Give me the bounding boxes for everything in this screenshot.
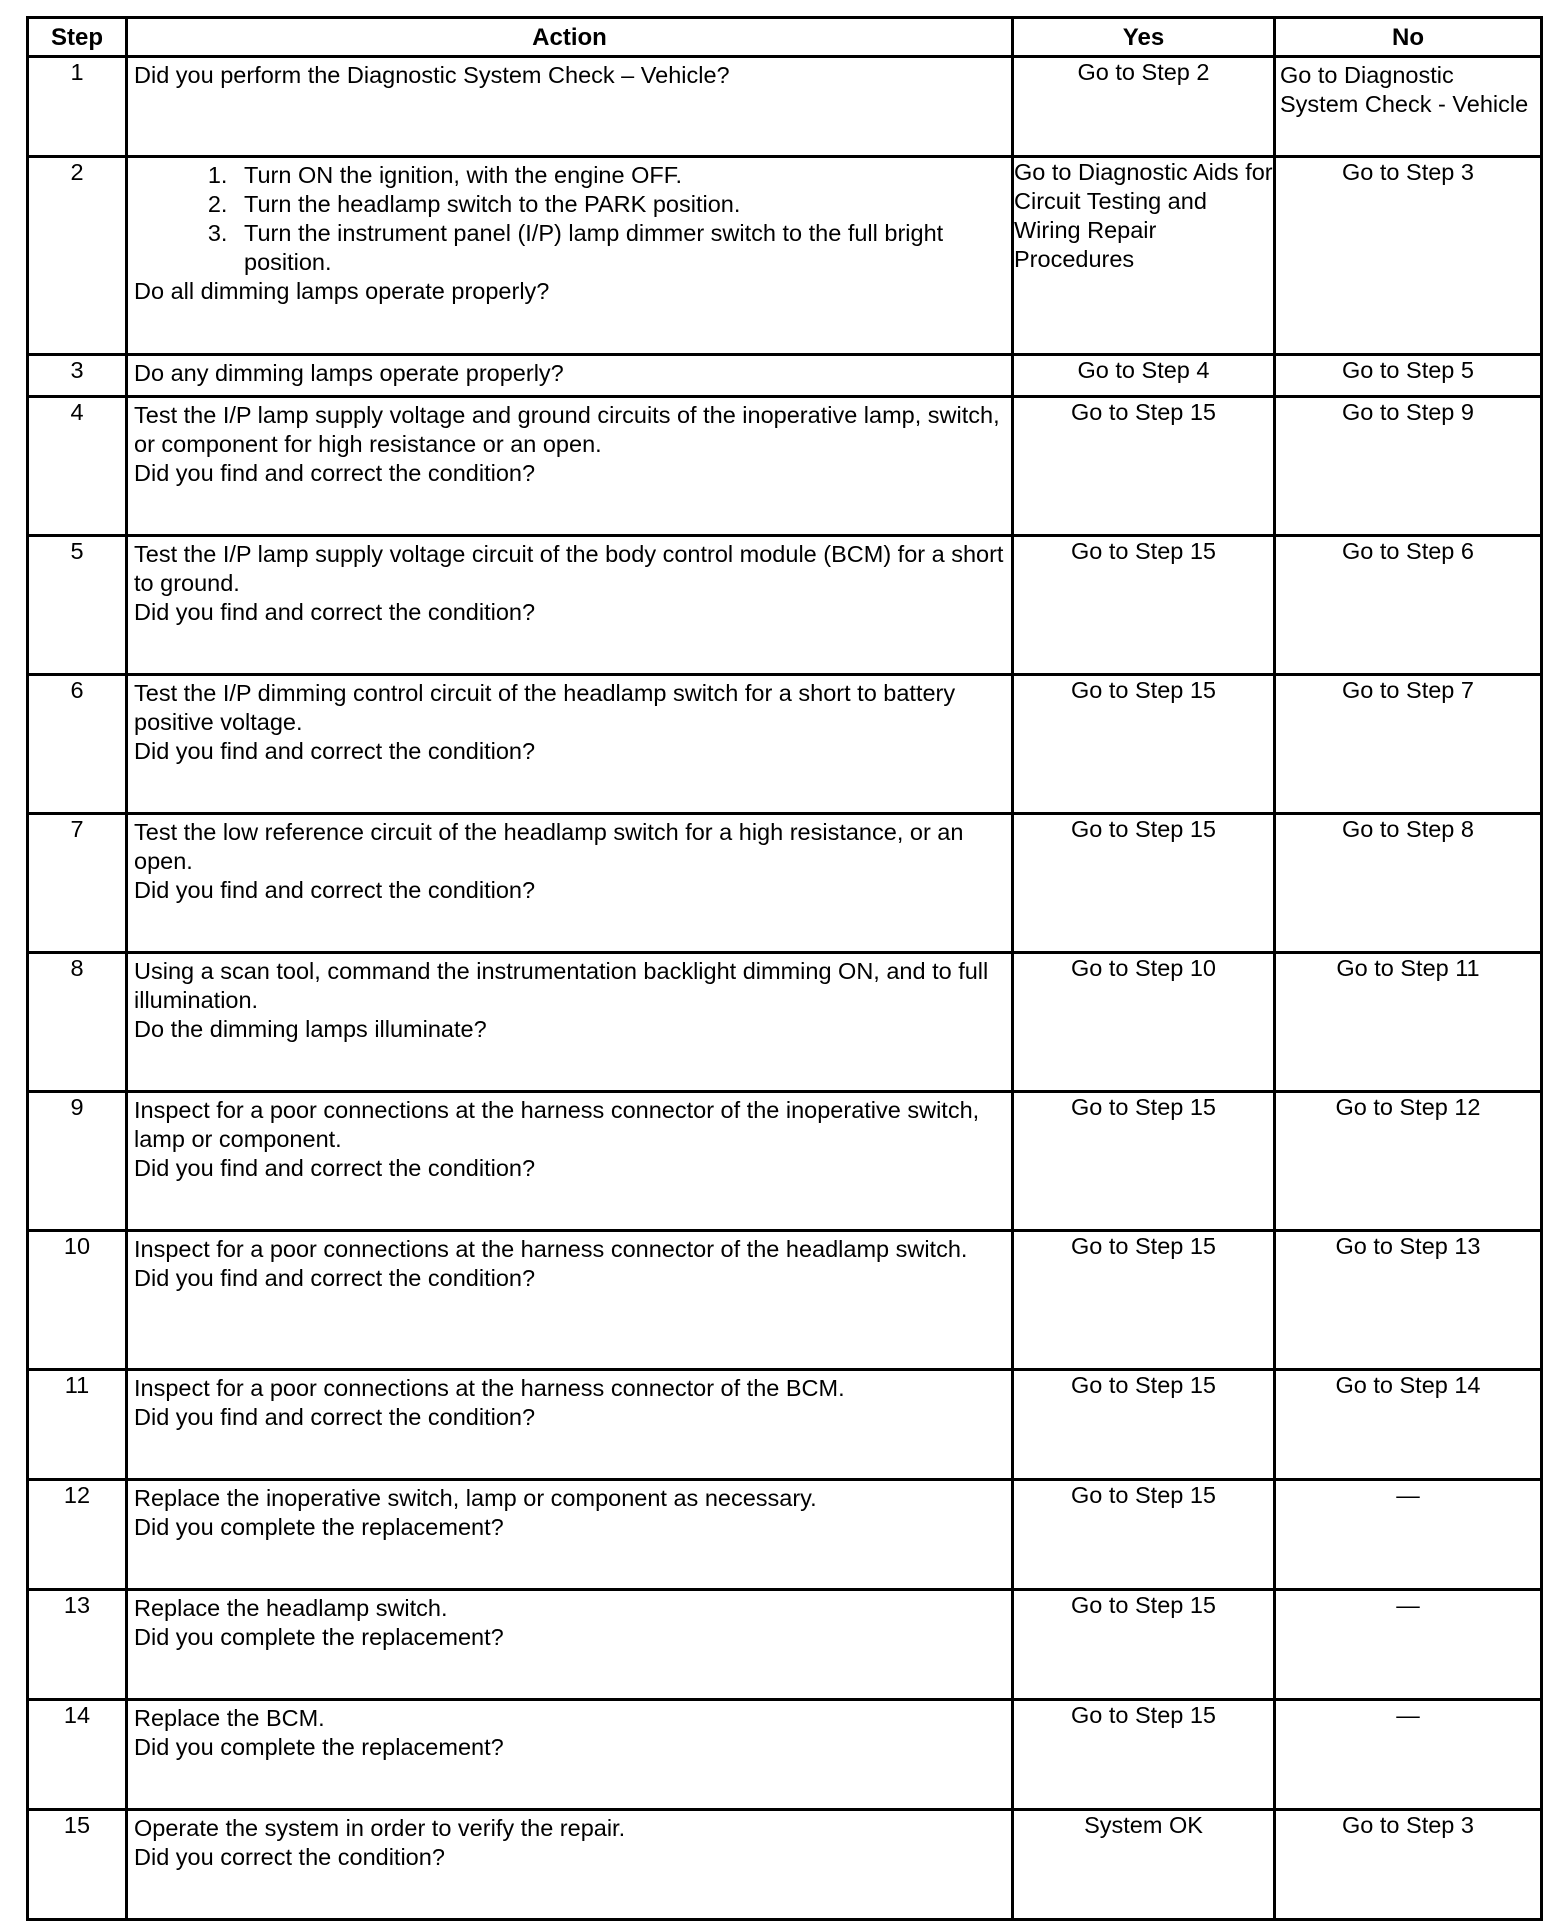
header-yes: Yes xyxy=(1013,18,1275,57)
table-row xyxy=(28,1700,1542,1810)
action-cell xyxy=(127,1370,1013,1480)
yes-cell: Go to Step 15 xyxy=(1013,397,1275,536)
no-cell: — xyxy=(1275,1700,1542,1810)
table-row xyxy=(28,1480,1542,1590)
no-cell: Go to Step 14 xyxy=(1275,1370,1542,1480)
action-text: Operate the system in order to verify the repair. xyxy=(134,1815,626,1841)
header-action: Action xyxy=(127,18,1013,57)
action-text: Inspect for a poor connections at the harness connector of the BCM. xyxy=(134,1375,845,1401)
action-text: Test the I/P lamp supply voltage circuit of the body control module (BCM) for a short to ground. xyxy=(134,541,1004,596)
table-row xyxy=(28,57,1542,157)
yes-cell: Go to Step 15 xyxy=(1013,1231,1275,1370)
action-question: Did you find and correct the condition? xyxy=(134,1404,536,1430)
action-cell xyxy=(127,1480,1013,1590)
table-row xyxy=(28,953,1542,1092)
no-cell: Go to Step 13 xyxy=(1275,1231,1542,1370)
action-question: Did you find and correct the condition? xyxy=(134,599,536,625)
step-number: 4 xyxy=(28,397,127,536)
table-row xyxy=(28,1590,1542,1700)
step-number: 8 xyxy=(28,953,127,1092)
action-cell xyxy=(127,1810,1013,1920)
table-row xyxy=(28,157,1542,355)
action-cell xyxy=(127,953,1013,1092)
step-number: 14 xyxy=(28,1700,127,1810)
action-text: Replace the headlamp switch. xyxy=(134,1595,448,1621)
no-cell: Go to Step 8 xyxy=(1275,814,1542,953)
table-header-row xyxy=(28,18,1542,57)
no-cell: — xyxy=(1275,1480,1542,1590)
no-cell: Go to Step 3 xyxy=(1275,157,1542,355)
action-question: Did you find and correct the condition? xyxy=(134,738,536,764)
yes-cell: Go to Step 4 xyxy=(1013,355,1275,397)
action-cell xyxy=(127,397,1013,536)
action-text: Replace the inoperative switch, lamp or component as necessary. xyxy=(134,1485,817,1511)
no-cell: Go to Step 6 xyxy=(1275,536,1542,675)
step-number: 13 xyxy=(28,1590,127,1700)
action-question: Do all dimming lamps operate properly? xyxy=(134,278,550,304)
no-cell: Go to Step 12 xyxy=(1275,1092,1542,1231)
step-number: 7 xyxy=(28,814,127,953)
yes-cell: Go to Step 15 xyxy=(1013,675,1275,814)
action-cell xyxy=(127,675,1013,814)
no-cell: Go to Step 3 xyxy=(1275,1810,1542,1920)
yes-cell: Go to Step 15 xyxy=(1013,1480,1275,1590)
step-number: 3 xyxy=(28,355,127,397)
action-text: Test the low reference circuit of the headlamp switch for a high resistance, or an open. xyxy=(134,819,964,874)
action-substeps xyxy=(134,161,1005,277)
no-cell: Go to Diagnostic System Check - Vehicle xyxy=(1275,57,1542,157)
action-question: Did you complete the replacement? xyxy=(134,1734,504,1760)
substep-item: 2. Turn the headlamp switch to the PARK position. xyxy=(234,190,1005,219)
action-question: Did you find and correct the condition? xyxy=(134,460,536,486)
yes-cell: System OK xyxy=(1013,1810,1275,1920)
no-cell: Go to Step 5 xyxy=(1275,355,1542,397)
table-row xyxy=(28,1092,1542,1231)
action-text: Using a scan tool, command the instrumentation backlight dimming ON, and to full illumination. xyxy=(134,958,989,1013)
action-cell xyxy=(127,1231,1013,1370)
yes-cell: Go to Step 15 xyxy=(1013,814,1275,953)
step-number: 11 xyxy=(28,1370,127,1480)
table-row xyxy=(28,675,1542,814)
table-row xyxy=(28,1810,1542,1920)
action-question: Did you perform the Diagnostic System Check – Vehicle? xyxy=(134,62,730,88)
step-number: 2 xyxy=(28,157,127,355)
yes-cell: Go to Step 15 xyxy=(1013,1700,1275,1810)
yes-cell: Go to Step 2 xyxy=(1013,57,1275,157)
substep-item: 1. Turn ON the ignition, with the engine OFF. xyxy=(234,161,1005,190)
table-row xyxy=(28,1231,1542,1370)
step-number: 12 xyxy=(28,1480,127,1590)
step-number: 5 xyxy=(28,536,127,675)
step-number: 6 xyxy=(28,675,127,814)
yes-cell: Go to Diagnostic Aids for Circuit Testing and Wiring Repair Procedures xyxy=(1013,157,1275,355)
action-cell xyxy=(127,536,1013,675)
action-question: Did you complete the replacement? xyxy=(134,1624,504,1650)
action-question: Did you find and correct the condition? xyxy=(134,1155,536,1181)
action-cell xyxy=(127,355,1013,397)
no-cell: Go to Step 9 xyxy=(1275,397,1542,536)
table-row xyxy=(28,814,1542,953)
action-cell xyxy=(127,814,1013,953)
action-text: Inspect for a poor connections at the harness connector of the headlamp switch. xyxy=(134,1236,968,1262)
header-step: Step xyxy=(28,18,127,57)
yes-cell: Go to Step 10 xyxy=(1013,953,1275,1092)
action-question: Do the dimming lamps illuminate? xyxy=(134,1016,487,1042)
diagnostic-table xyxy=(26,16,1543,1921)
step-number: 1 xyxy=(28,57,127,157)
action-text: Replace the BCM. xyxy=(134,1705,325,1731)
step-number: 15 xyxy=(28,1810,127,1920)
action-text: Test the I/P lamp supply voltage and ground circuits of the inoperative lamp, switch, or component for high resistance or an open. xyxy=(134,402,1000,457)
table-row xyxy=(28,355,1542,397)
action-text: Test the I/P dimming control circuit of the headlamp switch for a short to battery positive voltage. xyxy=(134,680,956,735)
action-text: Inspect for a poor connections at the harness connector of the inoperative switch, lamp or component. xyxy=(134,1097,980,1152)
action-question: Did you find and correct the condition? xyxy=(134,877,536,903)
no-cell: — xyxy=(1275,1590,1542,1700)
no-cell: Go to Step 7 xyxy=(1275,675,1542,814)
yes-cell: Go to Step 15 xyxy=(1013,536,1275,675)
table-row xyxy=(28,397,1542,536)
table-row xyxy=(28,1370,1542,1480)
table-row xyxy=(28,536,1542,675)
action-cell xyxy=(127,1590,1013,1700)
header-no: No xyxy=(1275,18,1542,57)
substep-item: 3. Turn the instrument panel (I/P) lamp dimmer switch to the full bright position. xyxy=(234,219,1005,277)
action-cell xyxy=(127,1700,1013,1810)
action-cell xyxy=(127,157,1013,355)
action-question: Do any dimming lamps operate properly? xyxy=(134,360,564,386)
step-number: 10 xyxy=(28,1231,127,1370)
yes-cell: Go to Step 15 xyxy=(1013,1590,1275,1700)
no-cell: Go to Step 11 xyxy=(1275,953,1542,1092)
action-question: Did you find and correct the condition? xyxy=(134,1265,536,1291)
action-question: Did you complete the replacement? xyxy=(134,1514,504,1540)
action-question: Did you correct the condition? xyxy=(134,1844,445,1870)
yes-cell: Go to Step 15 xyxy=(1013,1092,1275,1231)
action-cell xyxy=(127,1092,1013,1231)
yes-cell: Go to Step 15 xyxy=(1013,1370,1275,1480)
step-number: 9 xyxy=(28,1092,127,1231)
action-cell xyxy=(127,57,1013,157)
